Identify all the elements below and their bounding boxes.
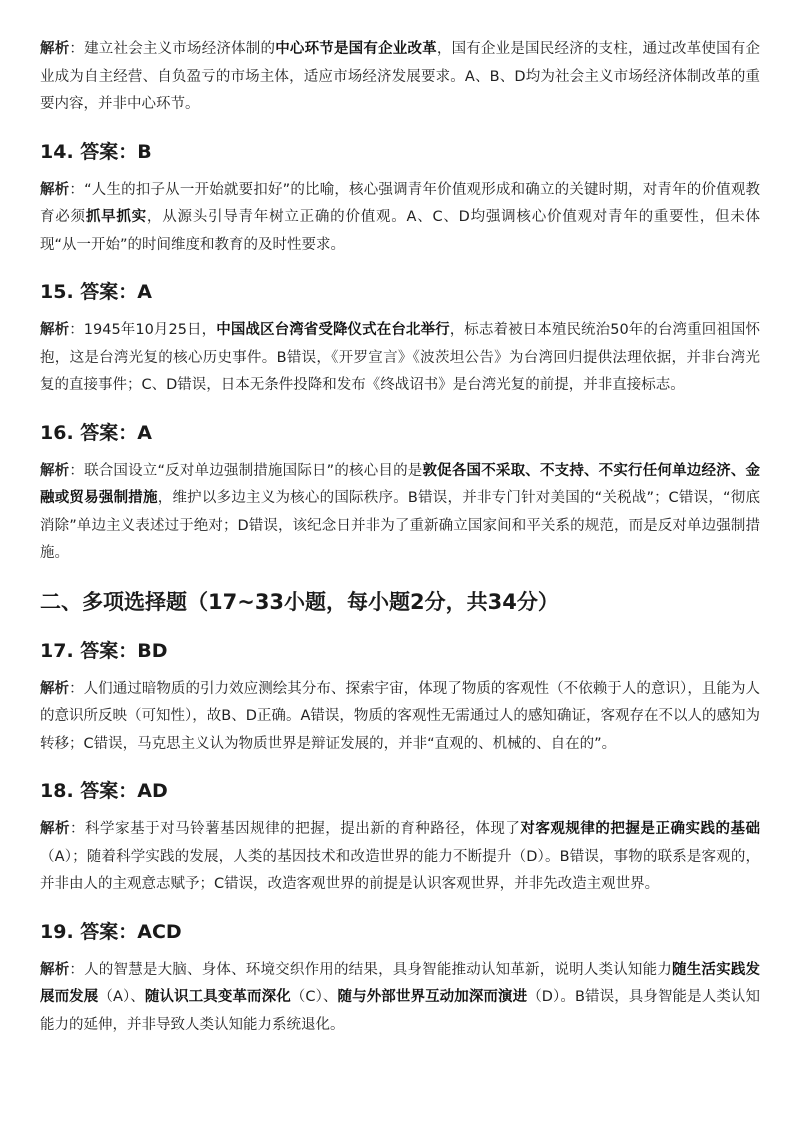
answer-heading: 15. 答案：A bbox=[40, 281, 152, 303]
explanation-paragraph: 解析：科学家基于对马铃薯基因规律的把握，提出新的育种路径，体现了对客观规律的把握是正确实践的基础（A）；随着科学实践的发展，人类的基因技术和改造世界的能力不断提升（D）。B错误，事物的联系是客观的，并非由人的主观意志赋予；C错误，改造客观世界的前提是认识客观世界，并非先改造主观世界。 bbox=[40, 821, 761, 892]
entry-15 bbox=[40, 277, 760, 400]
answer-heading: 18. 答案：AD bbox=[40, 780, 168, 802]
key-phrase: 随认识工具变革而深化 bbox=[144, 989, 291, 1005]
entry-19 bbox=[40, 917, 760, 1040]
key-phrase: 中国战区台湾省受降仪式在台北举行 bbox=[216, 322, 450, 338]
explanation-paragraph: 解析：人们通过暗物质的引力效应测绘其分布、探索宇宙，体现了物质的客观性（不依赖于人的意识），且能为人的意识所反映（可知性），故B、D正确。A错误，物质的客观性无需通过人的感知确证，客观存在不以人的感知为转移；C错误，马克思主义认为物质世界是辩证发展的，并非“直观的、机械的、自在的”。 bbox=[40, 680, 760, 752]
key-phrase: 对客观规律的把握是正确实践的基础 bbox=[520, 821, 761, 837]
explanation-label: 解析 bbox=[40, 462, 70, 479]
key-phrase: 随生活实践发展而发展 bbox=[40, 961, 761, 1005]
explanation-paragraph: 解析：联合国设立“反对单边强制措施国际日”的核心目的是敦促各国不采取、不支持、不实行任何单边经济、金融或贸易强制措施，维护以多边主义为核心的国际秩序。B错误，并非专门针对美国的“关税战”；C错误，“彻底消除”单边主义表述过于绝对；D错误，该纪念日并非为了重新确立国家间和平关系的规范，而是反对单边强制措施。 bbox=[40, 462, 761, 561]
explanation-label: 解析 bbox=[40, 821, 71, 837]
answer-heading: 19. 答案：ACD bbox=[40, 920, 182, 943]
key-phrase: 敦促各国不采取、不支持、不实行任何单边经济、金融或贸易强制措施 bbox=[40, 462, 761, 506]
entry-17 bbox=[40, 636, 760, 759]
explanation-label: 解析 bbox=[40, 181, 70, 198]
section-heading: 二、多项选择题（17~33小题，每小题2分，共34分） bbox=[40, 589, 559, 614]
key-phrase: 抓早抓实 bbox=[85, 209, 147, 225]
explanation-label: 解析 bbox=[40, 322, 70, 338]
answer-heading: 17. 答案：BD bbox=[40, 639, 168, 662]
answer-heading: 16. 答案：A bbox=[40, 421, 152, 444]
explanation-paragraph: 解析：建立社会主义市场经济体制的中心环节是国有企业改革，国有企业是国民经济的支柱，通过改革使国有企业成为自主经营、自负盈亏的市场主体，适应市场经济发展要求。A、B、D均为社会主义市场经济体制改革的重要内容，并非中心环节。 bbox=[40, 41, 761, 112]
explanation-paragraph: 解析：人的智慧是大脑、身体、环境交织作用的结果，具身智能推动认知革新，说明人类认知能力随生活实践发展而发展（A）、随认识工具变革而深化（C）、随与外部世界互动加深而演进（D）。B错误，具身智能是人类认知能力的延伸，并非导致人类认知能力系统退化。 bbox=[40, 961, 761, 1033]
explanation-label: 解析 bbox=[40, 680, 70, 697]
key-phrase: 中心环节是国有企业改革 bbox=[275, 41, 437, 57]
key-phrase: 随与外部世界互动加深而演进 bbox=[337, 989, 528, 1005]
entry-18 bbox=[40, 776, 760, 899]
explanation-paragraph: 解析：“人生的扣子从一开始就要扣好”的比喻，核心强调青年价值观形成和确立的关键时期，对青年的价值观教育必须抓早抓实，从源头引导青年树立正确的价值观。A、C、D均强调核心价值观对青年的重要性，但未体现“从一开始”的时间维度和教育的及时性要求。 bbox=[40, 181, 761, 253]
entry-14 bbox=[40, 137, 760, 260]
explanation-label: 解析 bbox=[40, 961, 70, 978]
entry-16 bbox=[40, 418, 760, 568]
answer-heading: 14. 答案：B bbox=[40, 140, 152, 163]
entry-13 bbox=[40, 36, 760, 119]
explanation-label: 解析 bbox=[40, 41, 70, 57]
explanation-paragraph: 解析：1945年10月25日，中国战区台湾省受降仪式在台北举行，标志着被日本殖民统治50年的台湾重回祖国怀抱，这是台湾光复的核心历史事件。B错误，《开罗宣言》《波茨坦公告》为台湾回归提供法理依据，并非台湾光复的直接事件；C、D错误，日本无条件投降和发布《终战诏书》是台湾光复的前提，并非直接标志。 bbox=[40, 322, 761, 393]
